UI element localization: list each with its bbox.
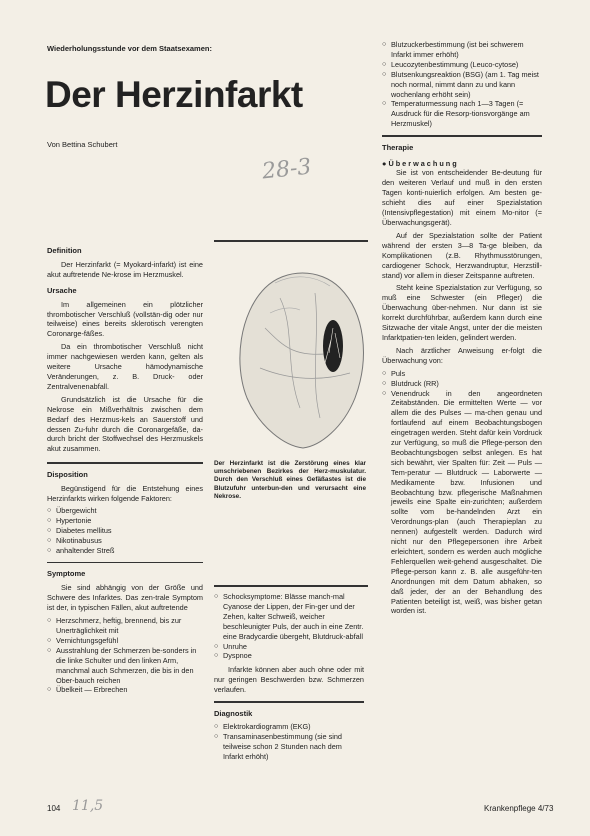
list-item: ○ Ausstrahlung der Schmerzen be-sonders in die linke Schulter und den linken Arm, manchmal auch Schmerzen, die bis in den Ober-bauch reichen bbox=[47, 646, 203, 686]
middle-column bbox=[214, 592, 364, 766]
therapy-heading: Therapie bbox=[382, 142, 414, 152]
list-item: ○ Temperaturmessung nach 1—3 Tagen (= Ausdruck für die Resorp-tionsvorgänge am Herzmuskel) bbox=[382, 99, 542, 129]
diagnostics-heading: Diagnostik bbox=[214, 708, 253, 718]
disposition-text: Begünstigend für die Entstehung eines Herzinfarkts wirken folgende Faktoren: bbox=[47, 483, 203, 503]
list-item: ○ Blutsenkungsreaktion (BSG) (am 1. Tag meist noch normal, nimmt dann zu und kann wochenlang erhöht sein) bbox=[382, 70, 542, 100]
handwritten-note: 28-3 bbox=[260, 154, 313, 185]
monitoring-heading: Überwachung bbox=[388, 158, 459, 168]
cause-paragraph: Im allgemeinen ein plötzlicher thrombotischer Verschluß (vollstän-dig oder nur teilweise) eines bereits sklerotisch verengten Coronarge-fäßes. bbox=[47, 299, 203, 339]
list-item: ○ Leucozytenbestimmung (Leuco-cytose) bbox=[382, 60, 542, 70]
monitoring-block bbox=[382, 159, 542, 169]
monitoring-paragraph: Nach ärztlicher Anweisung er-folgt die Überwachung von: bbox=[382, 345, 542, 365]
column-rule bbox=[214, 240, 368, 242]
definition-heading: Definition bbox=[47, 246, 82, 255]
list-item: ○ Transaminasenbestimmung (sie sind teilweise schon 2 Stunden nach dem Infarkt erhöht) bbox=[214, 732, 364, 762]
list-item: ○ Blutdruck (RR) bbox=[382, 379, 542, 389]
monitoring-list bbox=[382, 369, 542, 617]
handwritten-page-note: 11,5 bbox=[72, 798, 104, 814]
monitoring-paragraph: Sie ist von entscheidender Be-deutung für den weiteren Verlauf und muß in den ersten Tagen konti-nuierlich erfolgen. Am besten ge-schieht dies auf einer Spezialstation (Intensivpflegestation) mit einem Mo-nitor (= Überwachungsgerät). bbox=[382, 168, 542, 227]
symptoms-text: Sie sind abhängig von der Größe und Schwere des Infarktes. Das zen-trale Symptom ist der, in typischen Fällen, akut auftretende bbox=[47, 583, 203, 613]
symptoms-heading: Symptome bbox=[47, 569, 86, 579]
cause-paragraph: Grundsätzlich ist die Ursache für die Nekrose ein Mißverhältnis zwischen dem Bedarf des Herzmus-kels an Sauerstoff und dessen Zu-fuhr durch die Coronargefäße, da-durch bricht der Stoffwechsel des Herzmuskels akut zusammen. bbox=[47, 394, 203, 454]
list-item: ○ Dyspnoe bbox=[214, 651, 364, 661]
left-column bbox=[47, 240, 203, 699]
page-number: 104 bbox=[47, 804, 61, 813]
cause-paragraph: Da ein thrombotischer Verschluß nicht immer nachgewiesen werden kann, gelten als weitere Ursache hämodynamische Veränderungen, z. B. Druck- oder Zentralvenenabfall. bbox=[47, 342, 203, 391]
list-item: ○ Blutzuckerbestimmung (ist bei schwerem Infarkt immer erhöht) bbox=[382, 40, 542, 60]
right-column bbox=[382, 40, 542, 620]
heart-illustration bbox=[225, 258, 375, 453]
painless-infarct-note: Infarkte können aber auch ohne oder mit nur geringen Beschwerden bzw. Schmerzen verlaufen. bbox=[214, 665, 364, 695]
shock-symptoms-list bbox=[214, 592, 364, 661]
section-rule bbox=[214, 701, 364, 703]
section-rule bbox=[47, 562, 203, 564]
diagnostics-list bbox=[214, 722, 364, 762]
caption-rule bbox=[214, 585, 368, 587]
list-item: ○ Diabetes mellitus bbox=[47, 526, 203, 536]
definition-text: Der Herzinfarkt (= Myokard-infarkt) ist eine akut auftretende Ne-krose im Herzmuskel. bbox=[47, 259, 203, 279]
list-item: ○ Vernichtungsgefühl bbox=[47, 636, 203, 646]
cause-heading: Ursache bbox=[47, 285, 77, 295]
monitoring-paragraph: Steht keine Spezialstation zur Verfügung, so muß eine Schwester (ein Pfleger) die Überwachung über-nehmen. Nur dann ist sie korrekt durchführbar, außerdem kann durch eine Sitzwache der vitale Angst, unter der die meisten Infarktpatien-ten leiden, gelindert werden. bbox=[382, 283, 542, 342]
section-rule bbox=[382, 135, 542, 137]
list-item: ○ Schocksymptome: Blässe manch-mal Cyanose der Lippen, der Fin-ger und der Zehen, kalter Schweiß, weicher beschleunigter Puls, der auch in eine Zentr. eine Bradycardie übergeht, Blutdruck-abfall bbox=[214, 592, 364, 642]
list-item: ○ Übergewicht bbox=[47, 506, 203, 516]
journal-issue: Krankenpflege 4/73 bbox=[484, 804, 554, 813]
disposition-list bbox=[47, 506, 203, 556]
author-byline: Von Bettina Schubert bbox=[47, 140, 118, 149]
section-rule bbox=[47, 462, 203, 464]
list-item: ○ Puls bbox=[382, 369, 542, 379]
figure-caption: Der Herzinfarkt ist die Zerstörung eines klar umschriebenen Bezirkes der Herz-muskulatur. Durch den Verschluß eines Gefäßastes ist die Blutzufuhr unterbun-den und verursacht eine Nekrose. bbox=[214, 460, 366, 500]
list-item: ○ anhaltender Streß bbox=[47, 546, 203, 556]
bullet-icon: ● bbox=[382, 158, 387, 168]
page-title: Der Herzinfarkt bbox=[45, 74, 303, 115]
list-item: ○ Elektrokardiogramm (EKG) bbox=[214, 722, 364, 732]
disposition-heading: Disposition bbox=[47, 469, 88, 479]
list-item: ○ Unruhe bbox=[214, 642, 364, 652]
article-kicker: Wiederholungsstunde vor dem Staatsexamen: bbox=[47, 44, 212, 53]
list-item: ○ Hypertonie bbox=[47, 516, 203, 526]
list-item: ○ Venendruck in den angeordneten Zeitabständen. Die ermittelten Werte — vor allem die des Pulses — ma-chen genau und fortlaufend auf einem Beobachtungsbogen eingetragen werden. Steht dafür kein Vordruck zur Verfügung, so muß die Pflege-person den Beobachtungsbogen selbst anlegen. Es hat sich bewährt, vier Spalten für: Zeit — Puls —Tem-peratur — Blutdruck — Laborwerte —Medikamente bzw. Infusionen und Beobachtung bzw. pflegerische Maßnahmen jeweils eine Spalte ein-zurichten; außerdem sollte vom be-handelnden Arzt ein Verordnungs-plan (auch Therapieplan zu nennen) aufgestellt werden. Dadurch wird nicht nur den Pflegepersonen ihre Arbeit erleichtert, sondern es werden auch mögliche Fehlerquellen weit-gehend ausgeschaltet. Die Pflege-person kann z. B. alle ausgeführ-ten Anordnungen mit dem Datum abhaken, so daß jeder, der an der Behandlung des Patienten beteiligt ist, weiß, was bisher getan worden ist. bbox=[382, 389, 542, 617]
symptoms-list bbox=[47, 616, 203, 695]
list-item: ○ Übelkeit — Erbrechen bbox=[47, 685, 203, 695]
list-item: ○ Nikotinabusus bbox=[47, 536, 203, 546]
list-item: ○ Herzschmerz, heftig, brennend, bis zur Unerträglichkeit mit bbox=[47, 616, 203, 636]
lab-tests-list bbox=[382, 40, 542, 129]
monitoring-paragraph: Auf der Spezialstation sollte der Patient während der ersten 3—8 Ta-ge bleiben, da Komplikationen (z.B. Rhythmusstörungen, cardiogener Schock, Herzwandruptur, Herzstill-stand) vor allem in dieser Zeitspanne auftreten. bbox=[382, 230, 542, 280]
